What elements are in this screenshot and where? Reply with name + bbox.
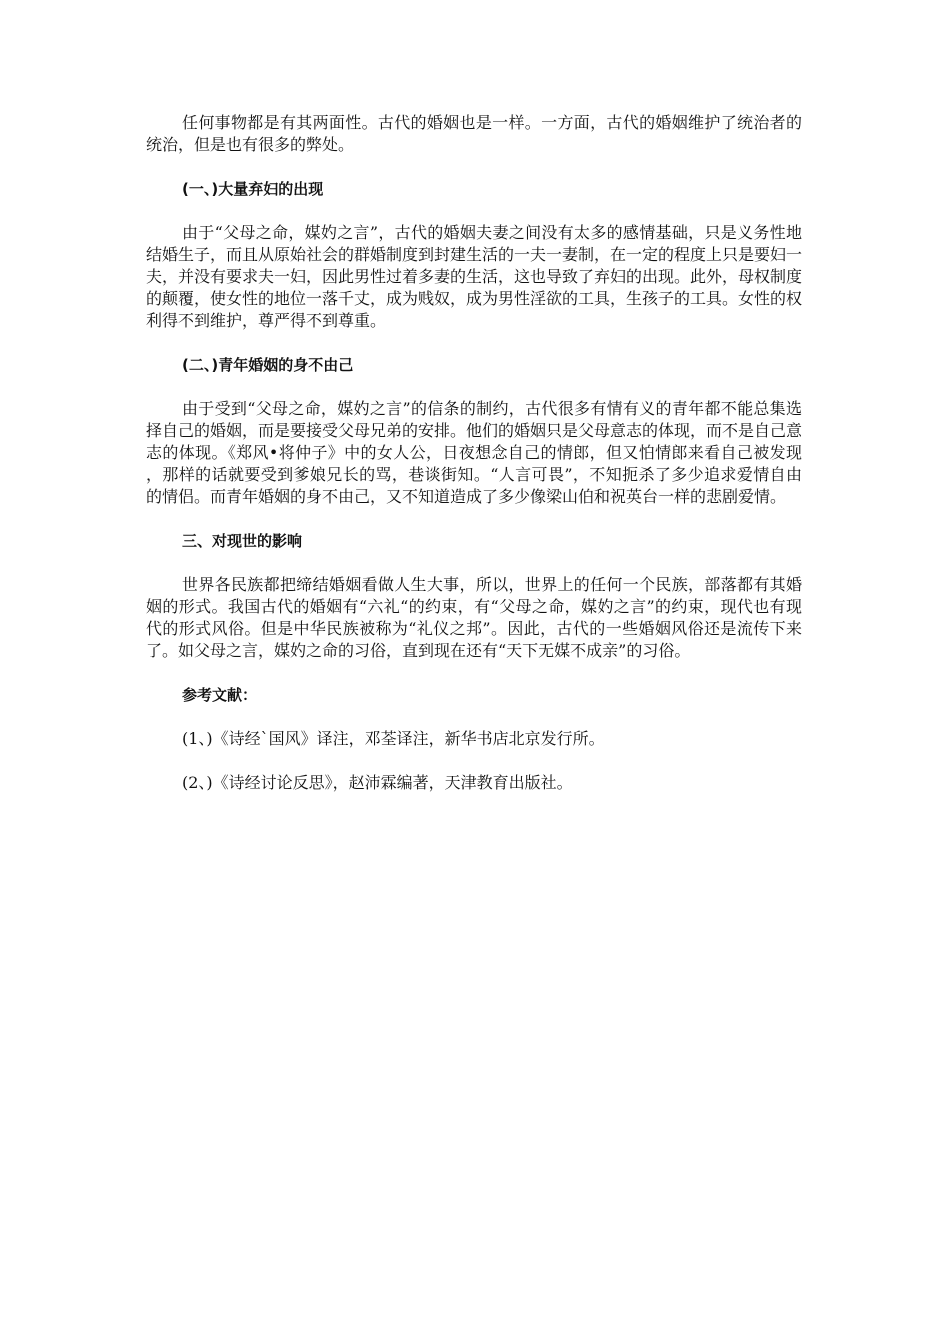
spacer: [146, 156, 802, 178]
reference-item: (2、)《诗经讨论反思》，赵沛霖编著，天津教育出版社。: [182, 773, 573, 792]
section-heading-abandoned-wives: (一、)大量弃妇的出现: [182, 180, 324, 198]
spacer: [146, 750, 802, 772]
modern-influence-paragraph: 世界各民族都把缔结婚姻看做人生大事，所以，世界上的任何一个民族，部落都有其婚姻的形式。我国古代的婚姻有“六礼“的约束，有“父母之命，媒妁之言”的约束，现代也有现代的形式风俗。但是中华民族被称为“礼仪之邦”。因此，古代的一些婚姻风俗还是流传下来了。如父母之言，媒妁之命的习俗，直到现在还有“天下无媒不成亲”的习俗。: [146, 575, 802, 660]
section-heading-youth-marriage: (二、)青年婚姻的身不由己: [182, 356, 354, 374]
document-body: [146, 112, 802, 794]
spacer: [146, 508, 802, 530]
intro-paragraph: 任何事物都是有其两面性。古代的婚姻也是一样。一方面，古代的婚姻维护了统治者的统治，但是也有很多的弊处。: [146, 113, 802, 154]
spacer: [146, 552, 802, 574]
abandoned-wives-paragraph: 由于“父母之命，媒妁之言”，古代的婚姻夫妻之间没有太多的感情基础，只是义务性地结婚生子，而且从原始社会的群婚制度到封建生活的一夫一妻制，在一定的程度上只是要妇一夫，并没有要求夫一妇，因此男性过着多妻的生活，这也导致了弃妇的出现。此外，母权制度的颠覆，使女性的地位一落千丈，成为贱奴，成为男性淫欲的工具，生孩子的工具。女性的权利得不到维护，尊严得不到尊重。: [146, 223, 803, 330]
spacer: [146, 200, 802, 222]
spacer: [146, 706, 802, 728]
spacer: [146, 332, 802, 354]
spacer: [146, 662, 802, 684]
youth-marriage-paragraph: 由于受到“父母之命，媒妁之言”的信条的制约，古代很多有情有义的青年都不能总集选择自己的婚姻，而是要接受父母兄弟的安排。他们的婚姻只是父母意志的体现，而不是自己意志的体现。《郑风•将仲子》中的女人公，日夜想念自己的情郎，但又怕情郎来看自己被发现，那样的话就要受到爹娘兄长的骂，巷谈街知。“人言可畏”，不知扼杀了多少追求爱情自由的情侣。而青年婚姻的身不由己，又不知道造成了多少像梁山伯和祝英台一样的悲剧爱情。: [146, 399, 803, 506]
section-heading-modern-influence: 三、对现世的影响: [182, 532, 303, 550]
spacer: [146, 376, 802, 398]
references-heading: 参考文献：: [182, 686, 258, 704]
reference-item: (1、)《诗经`国风》译注，邓荃译注，新华书店北京发行所。: [182, 729, 605, 748]
